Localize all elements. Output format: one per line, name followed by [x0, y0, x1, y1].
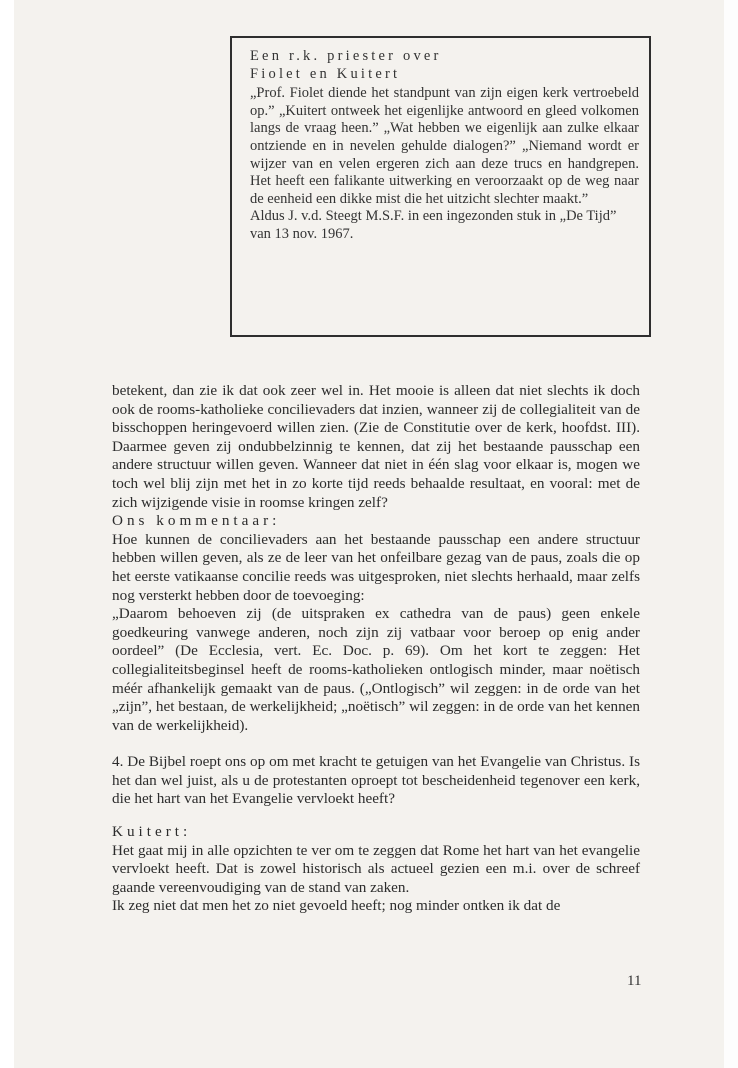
- sidebar-quote-box: [230, 36, 651, 337]
- paragraph-6: Ik zeg niet dat men het zo niet gevoeld heeft; nog minder ontken ik dat de: [112, 897, 561, 915]
- page-number: 11: [627, 973, 642, 989]
- page-edge: [724, 0, 738, 1068]
- box-quote: „Prof. Fiolet diende het standpunt van zijn eigen kerk vertroebeld op.” „Kuitert ontweek het eigenlijke antwoord en gleed volkomen langs de vraag heen.” „Wat hebben we eigenlijk aan zulke elkaar ontziende en in nevelen gehulde dialogen?” „Niemand wordt er wijzer van en velen ergeren zich aan deze trucs en handgrepen. Het heeft een falikante uitwerking en veroorzaakt op de weg naar de eenheid een dikke mist die het uitzicht slechter maakt.”: [250, 85, 639, 207]
- paragraph-5: Het gaat mij in alle opzichten te ver om te zeggen dat Rome het hart van het evangelie vervloekt heeft. Dat is zowel historisch als actueel gezien een m.i. over de schreef gaande vereenvoudiging van de stand van zaken.: [112, 841, 640, 896]
- box-source: Aldus J. v.d. Steegt M.S.F. in een ingezonden stuk in „De Tijd” van 13 nov. 1967.: [250, 208, 617, 242]
- paragraph-2: Hoe kunnen de concilievaders aan het bestaande pausschap een andere structuur hebben willen geven, als ze de leer van het onfeilbare gezag van de paus, zoals die op het eerste vatikaanse concilie reeds was uitgesproken, niet slechts herhaald, maar zelfs nog versterkt hebben door de toevoeging:: [112, 530, 640, 604]
- box-heading-line2: Fiolet en Kuitert: [250, 65, 401, 82]
- paragraph-1: betekent, dan zie ik dat ook zeer wel in. Het mooie is alleen dat niet slechts ik doch ook de rooms-katholieke concilievaders dat inzien, wanneer zij de collegialiteit van de bisschoppen heringevoerd willen zien. (Zie de Constitutie over de kerk, hoofdst. III). Daarmee geven zij ondubbelzinnig te kennen, dat zij het bestaande pausschap een andere structuur willen geven. Wanneer dat niet in één slag voor elkaar is, mogen we toch wel blij zijn met het in zo korte tijd reeds behaalde resultaat, en vooral: met de zich wijzigende visie in roomse kringen zelf?: [112, 382, 640, 511]
- paragraph-4: 4. De Bijbel roept ons op om met kracht te getuigen van het Evangelie van Christus. Is het dan wel juist, als u de protestanten oproept tot bescheidenheid tegenover een kerk, die het hart van het Evangelie vervloekt heeft?: [112, 753, 640, 808]
- heading-kuitert: Kuitert:: [112, 823, 192, 841]
- box-heading-line1: Een r.k. priester over: [250, 48, 442, 64]
- paragraph-3: „Daarom behoeven zij (de uitspraken ex cathedra van de paus) geen enkele goedkeuring vanwege anderen, noch zijn zij vatbaar voor beroep op enig ander oordeel” (De Ecclesia, vert. Ec. Doc. p. 69). Om het kort te zeggen: Het collegialiteitsbeginsel heeft de rooms-katholieken ontlogisch minder, maar noëtisch méér afhankelijk gemaakt van de paus. („Ontlogisch” wil zeggen: in de orde van het „zijn”, het bestaan, de werkelijkheid; „noëtisch” wil zeggen: in de orde van het kennen van de werkelijkheid).: [112, 605, 640, 734]
- body-text: [112, 382, 640, 916]
- heading-ons-kommentaar: Ons kommentaar:: [112, 512, 281, 530]
- spacer: [112, 735, 640, 753]
